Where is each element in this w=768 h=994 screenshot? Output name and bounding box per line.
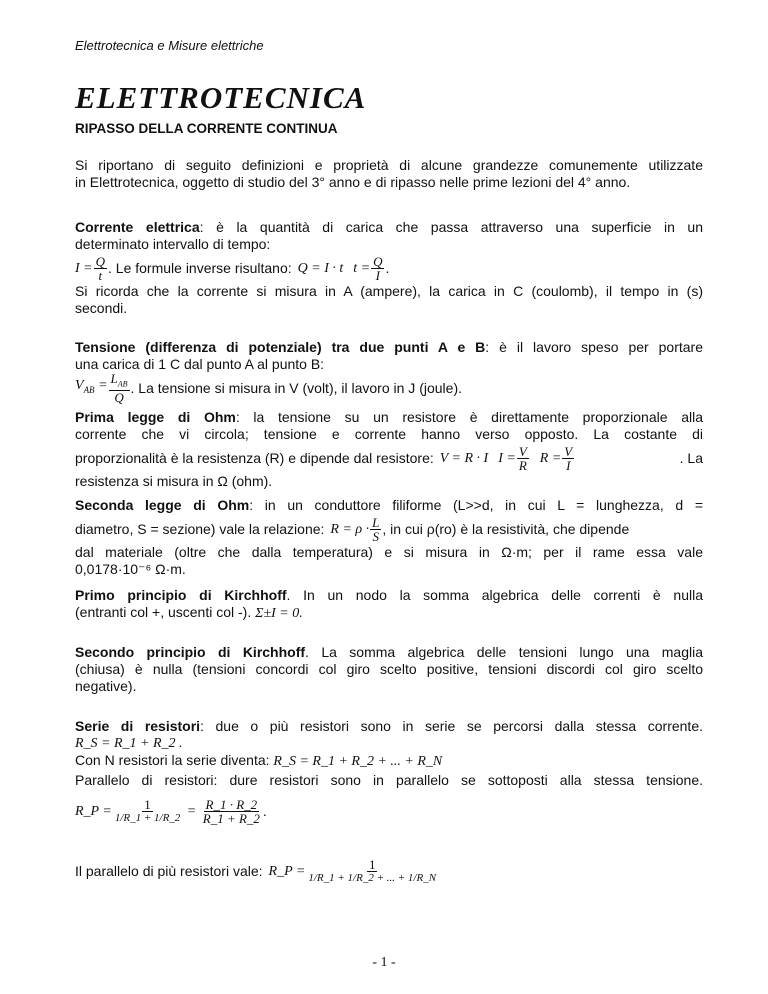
ohm2-formula-line xyxy=(75,514,703,544)
intro-paragraph xyxy=(75,157,703,191)
term-voltage: Tensione (differenza di potenziale) tra due punti A e B xyxy=(75,339,486,355)
inverse-text: . Le formule inverse risultano: xyxy=(108,259,292,276)
ohm2-text-2-end: , in cui ρ(ro) è la resistività, che dipende xyxy=(382,520,630,537)
ohm2-text-3: dal materiale (oltre che dalla temperatura) e si misura in Ω·m; per il rame essa vale xyxy=(75,544,703,560)
term-kirchhoff1: Primo principio di Kirchhoff xyxy=(75,587,287,603)
kirchhoff-first xyxy=(75,587,703,622)
formula-kirchhoff1: Σ±I = 0. xyxy=(255,606,303,621)
voltage-units: . La tensione si misura in V (volt), il lavoro in J (joule). xyxy=(130,379,462,396)
running-header: Elettrotecnica e Misure elettriche xyxy=(75,38,264,53)
series-text: : due o più resistori sono in serie se percorsi dalla stessa corrente. xyxy=(200,718,703,734)
voltage-text: : è il lavoro speso per portare xyxy=(485,339,703,355)
formula-i-lhs: I = xyxy=(75,260,93,276)
page-title: ELETTROTECNICA xyxy=(75,80,367,115)
term-ohm2: Seconda legge di Ohm xyxy=(75,497,250,513)
term-current: Corrente elettrica xyxy=(75,219,200,235)
formula-parallel-fraction-2: $\frac{R\_1 \cdot R\_2}{R\_1 + R\_2}$ xyxy=(202,796,260,826)
current-text-2: determinato intervallo di tempo: xyxy=(75,236,271,252)
formula-r-vi-fraction: $\frac{V}{I}$ xyxy=(564,443,573,473)
formula-i-fraction: $\frac{Q}{t}$ xyxy=(95,253,105,283)
ohm1-text-3-end: . La xyxy=(679,449,703,466)
current-units-2: secondi. xyxy=(75,300,128,316)
formula-q: Q = I · t xyxy=(297,260,344,276)
formula-t-lhs: t = xyxy=(353,260,371,276)
formula-resistivity-lhs: R = ρ · xyxy=(330,521,370,537)
series-resistors xyxy=(75,718,703,770)
formula-parallel-n-lhs: R_P = xyxy=(268,863,306,879)
parallel-resistors xyxy=(75,772,703,901)
formula-resistivity-fraction: $\frac{L}{S}$ xyxy=(372,514,380,544)
ohm1-formula-line xyxy=(75,443,703,473)
formula-i-vr-lhs: I = xyxy=(498,450,516,466)
section-title: RIPASSO DELLA CORRENTE CONTINUA xyxy=(75,121,338,136)
formula-parallel-fraction-1: $\frac{1}{1/R\_1 + 1/R\_2}$ xyxy=(114,796,181,824)
term-series: Serie di resistori xyxy=(75,718,201,734)
voltage-definition xyxy=(75,339,703,406)
ohm1-text-2: corrente che vi circola; tensione e corrente hanno verso opposto. La costante di xyxy=(75,426,703,442)
parallel-text: Parallelo di resistori: dure resistori sono in parallelo se sottoposti alla stessa tensione. xyxy=(75,772,703,788)
term-kirchhoff2: Secondo principio di Kirchhoff xyxy=(75,644,306,660)
kirchhoff2-text: . La somma algebrica delle tensioni lungo una maglia xyxy=(305,644,703,660)
formula-series: R_S = R_1 + R_2 . xyxy=(75,736,183,751)
current-definition xyxy=(75,219,703,317)
voltage-text-2: una carica di 1 C dal punto A al punto B: xyxy=(75,356,325,372)
ohm-first-law xyxy=(75,409,703,490)
ohm2-text-2: diametro, S = sezione) vale la relazione: xyxy=(75,520,325,537)
formula-r-vi-lhs: R = xyxy=(539,450,562,466)
parallel-n-text: Il parallelo di più resistori vale: xyxy=(75,862,263,879)
kirchhoff1-text-2: (entranti col +, uscenti col -). xyxy=(75,604,252,620)
formula-v-fraction: $\frac{L_{AB}}{Q}$ xyxy=(110,370,128,406)
kirchhoff2-text-2: (chiusa) è nulla (tensioni concordi col giro scelto positive, tensioni discordi col giro scelto xyxy=(75,661,703,677)
parallel-n-formula-line xyxy=(75,841,703,901)
formula-parallel-n-fraction: $\frac{1}{1/R\_1 + 1/R\_2 + ... + 1/R\_N}$ xyxy=(308,856,437,884)
formula-v-lhs: V xyxy=(75,378,84,394)
formula-parallel-lhs: R_P = xyxy=(75,803,112,819)
formula-i-vr-fraction: $\frac{V}{R}$ xyxy=(518,443,527,473)
kirchhoff1-text: . In un nodo la somma algebrica delle correnti è nulla xyxy=(286,587,703,603)
intro-line: in Elettrotecnica, oggetto di studio del 3° anno e di ripasso nelle prime lezioni del 4° anno. xyxy=(75,174,631,190)
formula-series-n: R_S = R_1 + R_2 + ... + R_N xyxy=(273,754,443,769)
formula-v-ri: V = R · I xyxy=(439,450,489,466)
current-text: : è la quantità di carica che passa attraverso una superficie in un xyxy=(199,219,704,235)
parallel-formula-line: R_P = $\frac{1}{1/R\_1 + 1/R\_2}$ = $\frac{R\_1 \cdot R\_2}{R\_1 + R\_2}$ . xyxy=(75,796,267,826)
voltage-formula-line: $V_{AB}$ = $\frac{L_{AB}}{Q}$ . La tensione si misura in V (volt), il lavoro in J (joule). xyxy=(75,370,462,406)
ohm1-text-4: resistenza si misura in Ω (ohm). xyxy=(75,473,273,489)
intro-line: Si riportano di seguito definizioni e proprietà di alcune grandezze comunemente utilizzate xyxy=(75,157,703,173)
series-n-text: Con N resistori la serie diventa: xyxy=(75,752,270,768)
term-ohm1: Prima legge di Ohm xyxy=(75,409,236,425)
kirchhoff2-text-3: negative). xyxy=(75,678,137,694)
page-number: - 1 - xyxy=(372,955,396,970)
ohm2-text: : in un conduttore filiforme (L>>d, in cui L = lunghezza, d = xyxy=(249,497,703,513)
current-units: Si ricorda che la corrente si misura in A (ampere), la carica in C (coulomb), il tempo in (s) xyxy=(75,283,703,299)
current-formula-line: I = $\frac{Q}{t}$ . Le formule inverse risultano: Q = I · t t = $\frac{Q}{I}$ . xyxy=(75,253,390,283)
ohm2-text-4: 0,0178·10⁻⁶ Ω·m. xyxy=(75,561,186,577)
ohm1-text: : la tensione su un resistore è direttamente proporzionale alla xyxy=(235,409,703,425)
ohm-second-law xyxy=(75,497,703,578)
formula-t-fraction: $\frac{Q}{I}$ xyxy=(373,253,383,283)
ohm1-text-3: proporzionalità è la resistenza (R) e dipende dal resistore: xyxy=(75,449,434,466)
kirchhoff-second xyxy=(75,644,703,695)
